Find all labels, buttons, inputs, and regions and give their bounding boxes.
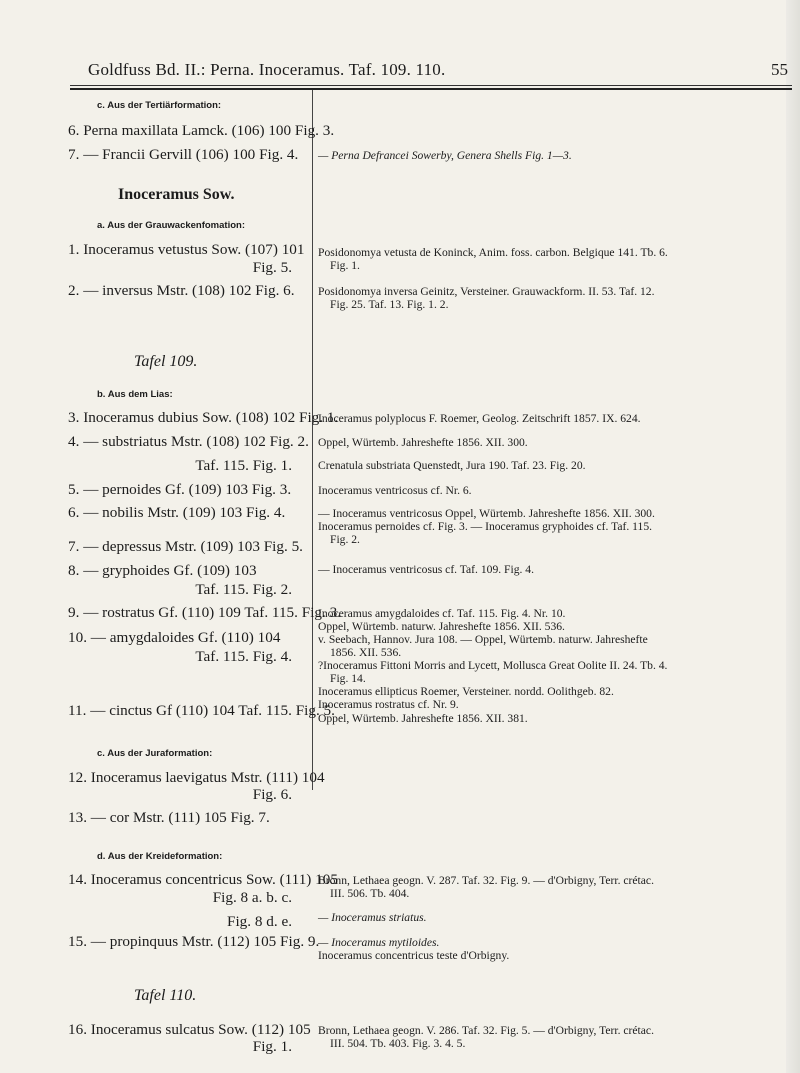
entry-1-fig: Fig. 5. <box>252 259 292 276</box>
entry-12: 12. Inoceramus laevigatus Mstr. (111) 104 <box>68 769 325 786</box>
entry-11: 11. — cinctus Gf (110) 104 Taf. 115. Fig. 5. <box>68 702 335 719</box>
page-number: 55 <box>771 60 788 79</box>
ref-3: Inoceramus polyplocus F. Roemer, Geolog. Zeitschrift 1857. IX. 624. <box>318 412 641 425</box>
ref-4b: Crenatula substriata Quenstedt, Jura 190. Taf. 23. Fig. 20. <box>318 459 586 472</box>
ref-11: Oppel, Würtemb. Jahreshefte 1856. XII. 381. <box>318 712 528 725</box>
header-rule-thin <box>70 85 792 86</box>
header-title: Goldfuss Bd. II.: Perna. Inoceramus. Taf. 109. 110. <box>88 60 446 79</box>
entry-14: 14. Inoceramus concentricus Sow. (111) 105 <box>68 871 338 888</box>
entry-6: 6. Perna maxillata Lamck. (106) 100 Fig. 3. <box>68 122 335 139</box>
section-heading: b. Aus dem Lias: <box>97 389 173 400</box>
ref-14b: III. 506. Tb. 404. <box>330 887 410 900</box>
ref-15b: Inoceramus concentricus teste d'Orbigny. <box>318 949 510 962</box>
entry-4: 4. — substriatus Mstr. (108) 102 Fig. 2. <box>68 433 309 450</box>
entry-6-lias: 6. — nobilis Mstr. (109) 103 Fig. 4. <box>68 504 286 521</box>
ref-14c: — Inoceramus striatus. <box>318 911 427 924</box>
ref-9b: Oppel, Würtemb. naturw. Jahreshefte 1856. XII. 536. <box>318 620 565 633</box>
entry-10: 10. — amygdaloides Gf. (110) 104 <box>68 629 281 646</box>
ref-6b: Inoceramus pernoides cf. Fig. 3. — Inoceramus gryphoides cf. Taf. 115. <box>318 520 653 533</box>
section-heading: c. Aus der Juraformation: <box>97 748 213 759</box>
section-heading: a. Aus der Grauwackenfomation: <box>97 220 245 231</box>
entry-2: 2. — inversus Mstr. (108) 102 Fig. 6. <box>68 282 295 299</box>
entry-8-plate: Taf. 115. Fig. 2. <box>195 581 292 598</box>
entry-8: 8. — gryphoides Gf. (109) 103 <box>68 562 257 579</box>
section-heading: d. Aus der Kreideformation: <box>97 851 223 862</box>
entry-10-plate: Taf. 115. Fig. 4. <box>195 648 292 665</box>
ref-10e: Inoceramus ellipticus Roemer, Versteiner. nordd. Oolithgeb. 82. <box>318 685 614 698</box>
ref-6: — Inoceramus ventricosus Oppel, Würtemb. Jahreshefte 1856. XII. 300. <box>318 507 655 520</box>
ref-8: — Inoceramus ventricosus cf. Taf. 109. Fig. 4. <box>318 563 534 576</box>
ref-6c: Fig. 2. <box>330 533 360 546</box>
ref-16: Bronn, Lethaea geogn. V. 286. Taf. 32. Fig. 5. — d'Orbigny, Terr. crétac. <box>318 1024 654 1037</box>
ref-2-cont: Fig. 25. Taf. 13. Fig. 1. 2. <box>330 298 449 311</box>
ref-10: v. Seebach, Hannov. Jura 108. — Oppel, Würtemb. naturw. Jahreshefte <box>318 633 648 646</box>
entry-14-fig: Fig. 8 a. b. c. <box>212 889 292 906</box>
entry-7-lias: 7. — depressus Mstr. (109) 103 Fig. 5. <box>68 538 303 555</box>
running-header <box>70 60 792 86</box>
entry-9: 9. — rostratus Gf. (110) 109 Taf. 115. Fig. 3. <box>68 604 341 621</box>
entry-7: 7. — Francii Gervill (106) 100 Fig. 4. <box>68 146 299 163</box>
page-edge <box>786 0 800 1073</box>
ref-2: Posidonomya inversa Geinitz, Versteiner. Grauwackform. II. 53. Taf. 12. <box>318 285 655 298</box>
ref-9: Inoceramus amygdaloides cf. Taf. 115. Fig. 4. Nr. 10. <box>318 607 566 620</box>
entry-16-fig: Fig. 1. <box>252 1038 292 1055</box>
genus-heading: Inoceramus Sow. <box>118 186 235 203</box>
ref-10d: Fig. 14. <box>330 672 366 685</box>
section-heading: c. Aus der Tertiärformation: <box>97 100 222 111</box>
ref-15: — Inoceramus mytiloides. <box>318 936 440 949</box>
ref-16b: III. 504. Tb. 403. Fig. 3. 4. 5. <box>330 1037 466 1050</box>
entry-5: 5. — pernoides Gf. (109) 103 Fig. 3. <box>68 481 292 498</box>
entry-13: 13. — cor Mstr. (111) 105 Fig. 7. <box>68 809 270 826</box>
plate-heading-109: Tafel 109. <box>134 353 198 370</box>
entry-1: 1. Inoceramus vetustus Sow. (107) 101 <box>68 241 305 258</box>
entry-4-plate: Taf. 115. Fig. 1. <box>195 457 292 474</box>
entry-15: 15. — propinquus Mstr. (112) 105 Fig. 9. <box>68 933 320 950</box>
entry-14-fig2: Fig. 8 d. e. <box>227 913 292 930</box>
ref-7: — Perna Defrancei Sowerby, Genera Shells Fig. 1—3. <box>318 149 572 162</box>
column-divider <box>312 90 313 790</box>
entry-3: 3. Inoceramus dubius Sow. (108) 102 Fig. 1. <box>68 409 339 426</box>
entry-16: 16. Inoceramus sulcatus Sow. (112) 105 <box>68 1021 311 1038</box>
entry-12-fig: Fig. 6. <box>252 786 292 803</box>
ref-10f: Inoceramus rostratus cf. Nr. 9. <box>318 698 459 711</box>
ref-14: Bronn, Lethaea geogn. V. 287. Taf. 32. Fig. 9. — d'Orbigny, Terr. crétac. <box>318 874 654 887</box>
plate-heading-110: Tafel 110. <box>134 987 197 1004</box>
ref-10c: ?Inoceramus Fittoni Morris and Lycett, Mollusca Great Oolite II. 24. Tb. 4. <box>318 659 668 672</box>
ref-4: Oppel, Würtemb. Jahreshefte 1856. XII. 300. <box>318 436 528 449</box>
ref-1: Posidonomya vetusta de Koninck, Anim. foss. carbon. Belgique 141. Tb. 6. <box>318 246 668 259</box>
header-rule-thick <box>70 88 792 90</box>
ref-1-cont: Fig. 1. <box>330 259 360 272</box>
ref-10b: 1856. XII. 536. <box>330 646 402 659</box>
ref-5: Inoceramus ventricosus cf. Nr. 6. <box>318 484 472 497</box>
